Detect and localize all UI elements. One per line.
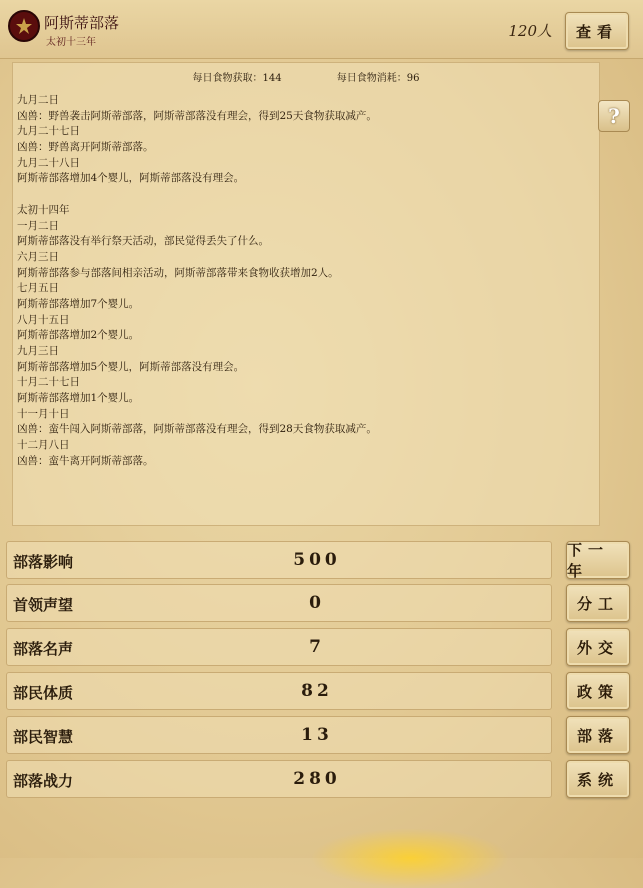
stat-row [6,541,552,579]
stat-row [6,716,552,754]
horde-emblem-icon [8,10,40,42]
log-line: 阿斯蒂部落增加5个婴儿，阿斯蒂部落没有理会。 [17,360,245,373]
action-button-4[interactable]: 部落 [566,716,630,754]
food-cost: 每日食物消耗：96 [336,73,420,84]
stat-row [6,760,552,798]
log-line: 阿斯蒂部落参与部落间相亲活动，阿斯蒂部落带来食物收获增加2人。 [17,266,339,279]
log-line: 九月二十八日 [17,156,80,169]
log-line: 十月二十七日 [17,376,80,389]
help-question-icon[interactable]: ? [598,100,630,132]
action-button-2[interactable]: 外交 [566,628,630,666]
log-line: 九月二十七日 [17,125,80,138]
log-line: 凶兽：野兽离开阿斯蒂部落。 [17,141,154,154]
action-button-1[interactable]: 分工 [566,584,630,622]
log-line: 阿斯蒂部落增加4个婴儿，阿斯蒂部落没有理会。 [17,172,245,185]
tribe-name: 阿斯蒂部落 [44,14,120,32]
log-line: 凶兽：野兽袭击阿斯蒂部落，阿斯蒂部落没有理会，得到25天食物获取减产。 [17,109,377,122]
log-line [17,187,593,203]
stat-row [6,672,552,710]
log-line: 太初十四年 [17,203,70,216]
stat-value: 7 [309,637,325,657]
log-line: 七月五日 [17,282,59,295]
action-button-5[interactable]: 系统 [566,760,630,798]
top-bar [0,0,643,59]
food-income: 每日食物获取：144 [192,73,282,84]
view-button[interactable]: 查看 [565,12,629,50]
population-count: 120人 [508,22,552,40]
event-log-panel[interactable] [12,62,600,526]
stat-value: 0 [309,593,325,613]
log-line: 九月二日 [17,94,59,106]
log-line: 阿斯蒂部落没有举行祭天活动，部民觉得丢失了什么。 [17,235,269,248]
log-line: 九月三日 [17,345,59,357]
log-line: 八月十五日 [17,313,70,326]
log-line: 十一月十日 [17,407,70,420]
food-stats [13,69,599,84]
stat-label: 部落战力 [13,772,74,790]
log-line: 六月三日 [17,250,59,263]
stat-label: 部落影响 [13,553,74,571]
event-log-text [17,93,593,470]
era-year: 太初十三年 [46,37,96,48]
log-line: 凶兽：蛮牛离开阿斯蒂部落。 [17,454,154,467]
stat-label: 部落名声 [13,640,74,658]
log-line: 十二月八日 [17,439,70,452]
stat-value: 280 [293,769,341,789]
log-line: 一月二日 [17,219,59,232]
stat-value: 82 [301,681,333,701]
stat-label: 部民体质 [13,684,74,702]
log-line: 阿斯蒂部落增加1个婴儿。 [17,392,140,405]
glow-decoration [310,828,510,888]
action-button-0[interactable]: 下一年 [566,541,630,579]
log-line: 凶兽：蛮牛闯入阿斯蒂部落，阿斯蒂部落没有理会，得到28天食物获取减产。 [17,423,377,436]
stat-value: 13 [301,725,333,745]
stat-row [6,628,552,666]
stat-label: 首领声望 [13,596,74,614]
stat-label: 部民智慧 [13,728,74,746]
stat-row [6,584,552,622]
action-button-3[interactable]: 政策 [566,672,630,710]
stat-value: 500 [293,550,341,570]
log-line: 阿斯蒂部落增加2个婴儿。 [17,329,140,342]
log-line: 阿斯蒂部落增加7个婴儿。 [17,297,140,310]
